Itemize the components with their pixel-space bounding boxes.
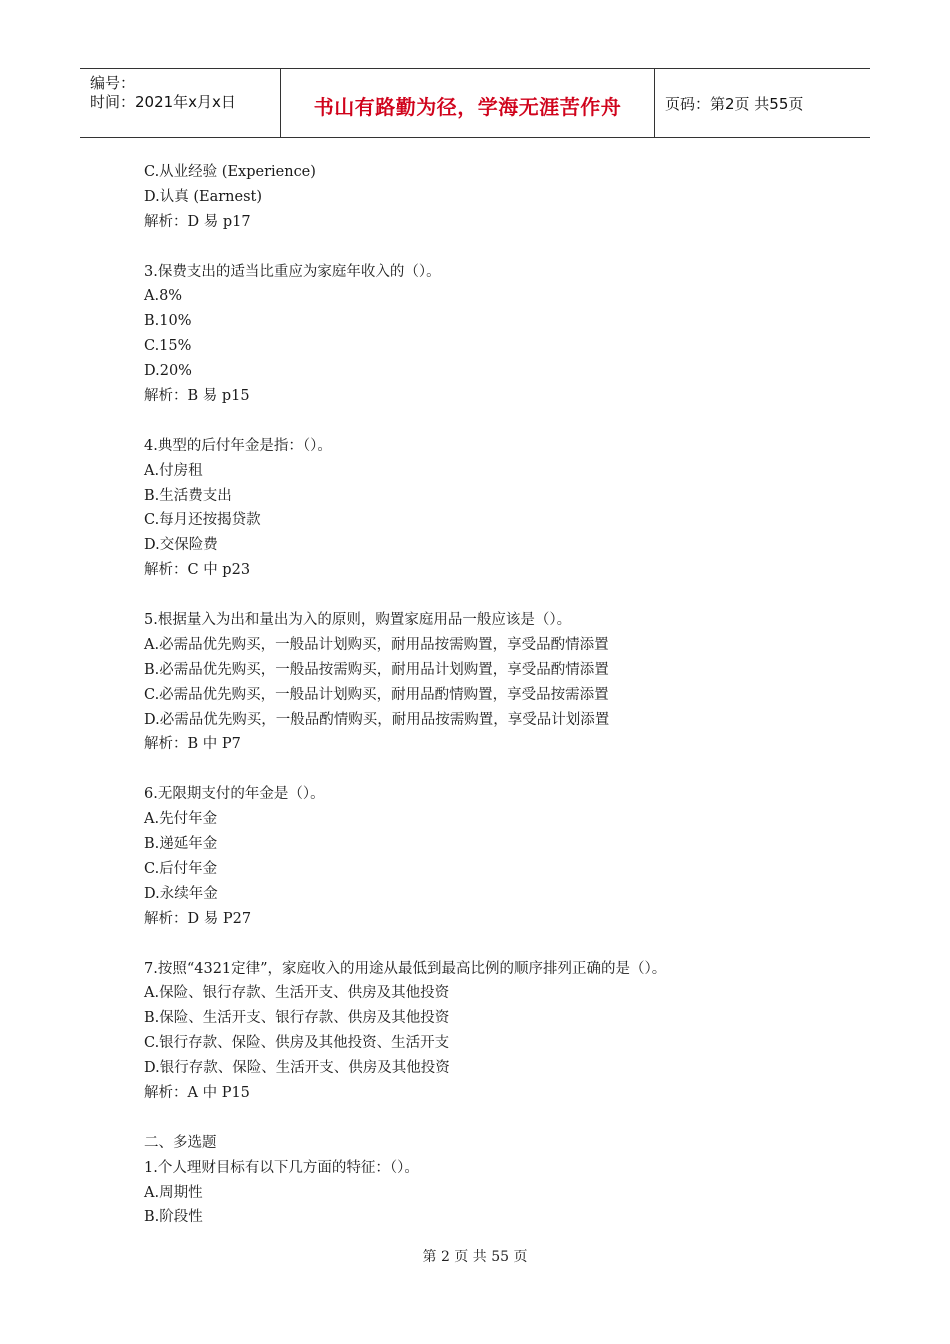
question-block	[144, 1131, 844, 1231]
text-line: 1.个人理财目标有以下几方面的特征：（）。	[144, 1159, 419, 1176]
paragraph-spacer	[144, 757, 844, 782]
paragraph-spacer	[144, 1106, 844, 1131]
text-line: 解析：B 易 p15	[144, 388, 250, 405]
text-line: 解析：D 易 P27	[144, 910, 252, 927]
page-footer: 第 2 页 共 55 页	[422, 1249, 528, 1265]
text-line: B.递延年金	[144, 836, 218, 853]
document-header	[80, 68, 870, 138]
paragraph-spacer	[144, 583, 844, 608]
document-time: 时间：2021年x月x日	[90, 93, 236, 111]
text-line: D.20%	[144, 363, 192, 380]
text-line: B.保险、生活开支、银行存款、供房及其他投资	[144, 1010, 450, 1027]
paragraph-spacer	[144, 235, 844, 260]
text-line: 解析：B 中 P7	[144, 736, 241, 753]
question-block	[144, 957, 844, 1106]
text-line: 6.无限期支付的年金是（）。	[144, 786, 325, 803]
document-number: 编号：	[90, 74, 136, 92]
text-line: A.保险、银行存款、生活开支、供房及其他投资	[144, 985, 450, 1002]
text-line: 二、多选题	[144, 1134, 217, 1151]
paragraph-spacer	[144, 409, 844, 434]
text-line: D.永续年金	[144, 885, 218, 902]
text-line: 解析：A 中 P15	[144, 1084, 250, 1101]
text-line: 解析：D 易 p17	[144, 213, 251, 230]
text-line: B.必需品优先购买，一般品按需购买，耐用品计划购置，享受品酌情添置	[144, 661, 609, 678]
question-block	[144, 782, 844, 931]
question-block	[144, 160, 844, 235]
text-line: 7.按照“4321定律”，家庭收入的用途从最低到最高比例的顺序排列正确的是（）。	[144, 960, 667, 977]
text-line: C.银行存款、保险、供房及其他投资、生活开支	[144, 1035, 450, 1052]
text-line: D.交保险费	[144, 537, 218, 554]
text-line: C.后付年金	[144, 860, 218, 877]
text-line: A.必需品优先购买，一般品计划购买，耐用品按需购置，享受品酌情添置	[144, 636, 609, 653]
header-page-cell	[655, 69, 870, 137]
paragraph-spacer	[144, 932, 844, 957]
text-line: B.10%	[144, 313, 192, 330]
text-line: D.必需品优先购买，一般品酌情购买，耐用品按需购置，享受品计划添置	[144, 711, 610, 728]
header-meta-cell	[80, 69, 280, 137]
text-line: C.从业经验 (Experience)	[144, 164, 316, 180]
text-line: 5.根据量入为出和量出为入的原则，购置家庭用品一般应该是（）。	[144, 612, 572, 629]
question-block	[144, 434, 844, 583]
text-line: C.每月还按揭贷款	[144, 512, 261, 529]
text-line: D.认真 (Earnest)	[144, 188, 262, 205]
text-line: A.付房租	[144, 462, 203, 479]
header-page-number: 页码：第2页 共55页	[665, 95, 804, 113]
question-block	[144, 260, 844, 409]
question-block	[144, 608, 844, 757]
text-line: B.阶段性	[144, 1209, 203, 1226]
text-line: B.生活费支出	[144, 487, 232, 504]
text-line: 解析：C 中 p23	[144, 562, 251, 579]
text-line: 3.保费支出的适当比重应为家庭年收入的（）。	[144, 263, 441, 280]
text-line: D.银行存款、保险、生活开支、供房及其他投资	[144, 1060, 450, 1077]
text-line: A.先付年金	[144, 811, 218, 828]
text-line: 4.典型的后付年金是指：（）。	[144, 437, 332, 454]
text-line: C.15%	[144, 338, 192, 355]
text-line: A.周期性	[144, 1184, 203, 1201]
document-body	[144, 160, 844, 1230]
text-line: A.8%	[144, 288, 183, 305]
header-motto-cell	[280, 69, 655, 137]
text-line: C.必需品优先购买，一般品计划购买，耐用品酌情购置，享受品按需添置	[144, 686, 609, 703]
header-motto: 书山有路勤为径，学海无涯苦作舟	[313, 95, 622, 119]
